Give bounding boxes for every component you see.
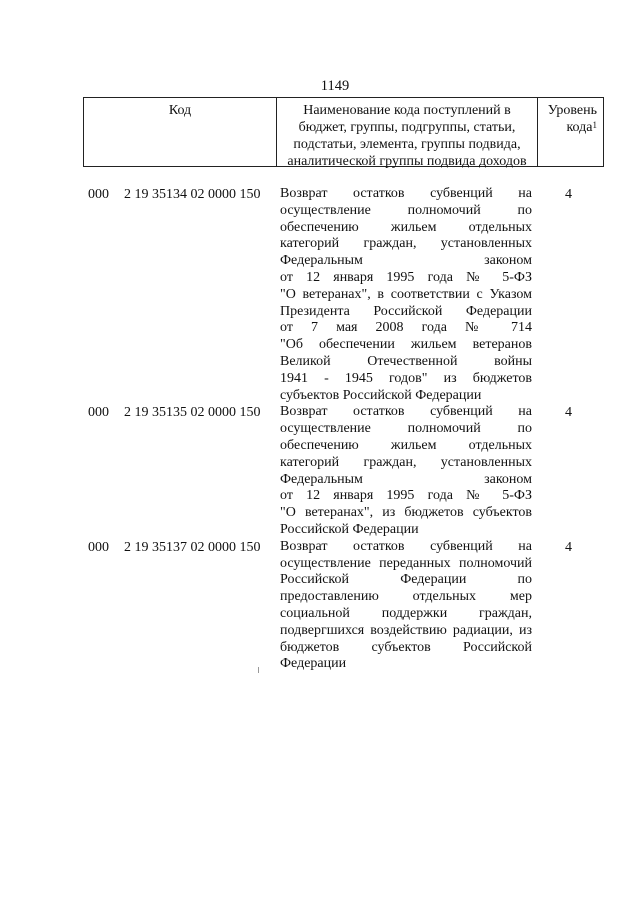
row-line: категорий граждан, установленных [280,454,532,470]
header-level-cell [538,98,603,166]
row-line: Президента Российской Федерации [280,303,532,319]
row-line: Возврат остатков субвенций на [280,538,532,554]
row-code: 2 19 35135 02 0000 150 [124,405,261,421]
row-line: осуществление переданных полномочий [280,555,532,571]
row-prefix: 000 [88,187,109,202]
table-row [0,186,640,404]
scan-mark [258,667,259,673]
table-body [0,186,640,673]
row-line: социальной поддержки граждан, [280,605,532,621]
footnote-marker: 1 [592,120,597,130]
row-line: "О ветеранах", из бюджетов субъектов [280,505,532,521]
row-level: 4 [565,187,572,202]
row-line: подвергшихся воздействию радиации, из [280,622,532,638]
row-line: предоставлению отдельных мер [280,589,532,605]
table-header [83,97,604,167]
row-prefix: 000 [88,539,109,555]
row-line: категорий граждан, установленных [280,236,532,252]
row-line: Федеральным законом [280,253,532,269]
row-description [280,404,532,538]
row-line: "О ветеранах", в соответствии с Указом [280,286,532,302]
row-level: 4 [565,405,572,421]
page-number: 1149 [320,78,350,94]
row-line: Великой Отечественной войны [280,353,532,369]
row-line: Федеральным законом [280,471,532,487]
row-code: 2 19 35134 02 0000 150 [124,187,261,202]
row-line: осуществление полномочий по [280,202,532,218]
row-description [280,539,532,673]
row-line: Возврат остатков субвенций на [280,186,532,201]
header-name-line: Наименование кода поступлений в [303,103,511,118]
row-line: от 12 января 1995 года № 5-ФЗ [280,269,532,285]
row-line: обеспечению жильем отдельных [280,219,532,235]
row-code: 2 19 35137 02 0000 150 [124,539,261,555]
row-level: 4 [565,539,572,555]
row-line: от 7 мая 2008 года № 714 [280,320,532,336]
row-line: "Об обеспечении жильем ветеранов [280,337,532,353]
row-line: Возврат остатков субвенций на [280,404,532,420]
row-line: Российской Федерации [280,521,419,537]
header-level-line1: Уровень [547,103,597,118]
row-prefix: 000 [88,405,109,421]
row-description [280,186,532,404]
header-name-cell [277,98,538,169]
row-line: осуществление полномочий по [280,421,532,437]
table-row [0,404,640,538]
table-row [0,539,640,673]
header-code-cell [84,98,277,166]
header-code-label: Код [168,103,192,118]
row-line: Российской Федерации по [280,572,532,588]
header-level-line2: кода$^1$ [566,120,597,135]
row-line: бюджетов субъектов Российской [280,639,532,655]
row-line: 1941 - 1945 годов" из бюджетов [280,370,532,386]
header-name-line: аналитической группы подвида доходов [287,154,527,169]
row-line: субъектов Российской Федерации [280,387,482,403]
header-name-line: подстатьи, элемента, группы подвида, [293,137,521,152]
row-line: обеспечению жильем отдельных [280,437,532,453]
row-line: от 12 января 1995 года № 5-ФЗ [280,488,532,504]
row-line: Федерации [280,656,347,672]
header-name-line: бюджет, группы, подгруппы, статьи, [298,120,516,135]
